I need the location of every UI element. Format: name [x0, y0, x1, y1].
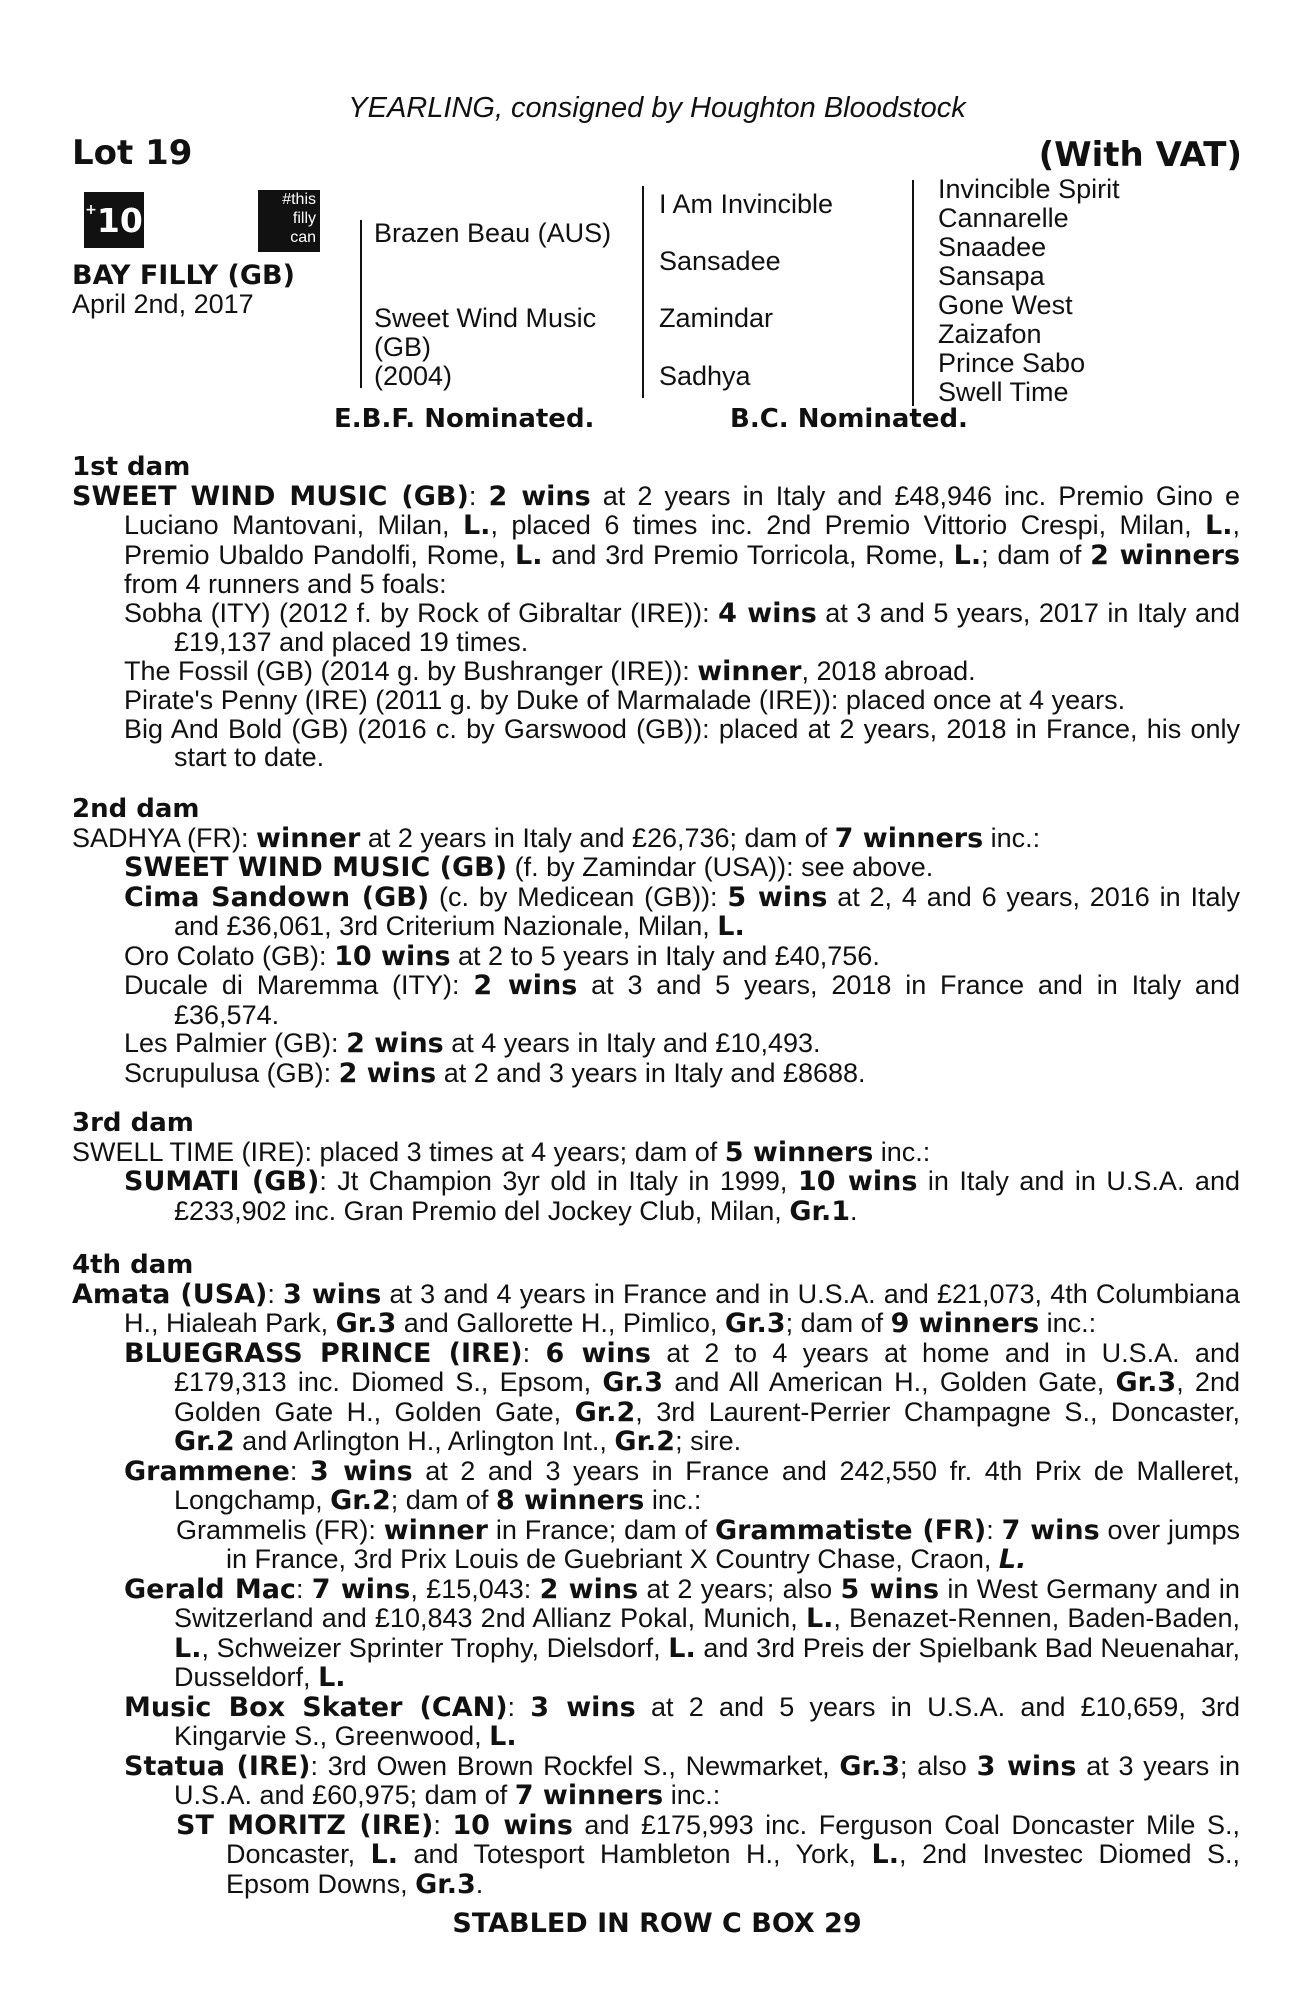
- fourth-dam-section: 4th dam Amata (USA): 3 wins at 3 and 4 years in France and in U.S.A. and £21,073, 4th Columbiana H., Hialeah Park, Gr.3 and Gallorette H., Pimlico, Gr.3; dam of 9 winners inc.: BLUEGRASS PRINCE (IRE): 6 wins at 2 to 4 years at home and in U.S.A. and £179,313 inc. Diomed S., Epsom, Gr.3 and All American H., Golden Gate, Gr.3, 2nd Golden Gate H., Golden Gate, Gr.2, 3rd Laurent-Perrier Champagne S., Doncaster, Gr.2 and Arlington H., Arlington Int., Gr.2; sire. Grammene: 3 wins at 2 and 3 years in France and 242,550 fr. 4th Prix de Malleret, Longchamp, Gr.2; dam of 8 winners inc.: Grammelis (FR): winner in France; dam of Grammatiste (FR): 7 wins over jumps in France, 3rd Prix Louis de Guebriant X Country Chase, Craon, L. Gerald Mac: 7 wins, £15,043: 2 wins at 2 years; also 5 wins in West Germany and in Switzerland and £10,843 2nd Allianz Pokal, Munich, L., Benazet-Rennen, Baden-Baden, L., Schweizer Sprinter Trophy, Dielsdorf, L. and 3rd Preis der Spielbank Bad Neuenahar, Dusseldorf, L. Music Box Skater (CAN): 3 wins at 2 and 5 years in U.S.A. and £10,659, 3rd Kingarvie S., Greenwood, L. Statua (IRE): 3rd Owen Brown Rockfel S., Newmarket, Gr.3; also 3 wins at 3 years in U.S.A. and £60,975; dam of 7 winners inc.: ST MORITZ (IRE): 10 wins and £175,993 inc. Ferguson Coal Doncaster Mile S., Doncaster, L. and Totesport Hambleton H., York, L., 2nd Investec Diomed S., Epsom Downs, Gr.3.: [72, 1250, 1241, 1900]
- third-dam-section: 3rd dam SWELL TIME (IRE): placed 3 times at 4 years; dam of 5 winners inc.: SUMATI (GB): Jt Champion 3yr old in Italy in 1999, 10 wins in Italy and in U.S.A. and £233,902 inc. Gran Premio del Jockey Club, Milan, Gr.1.: [72, 1108, 1240, 1227]
- pedigree-sire: Brazen Beau (AUS): [374, 218, 612, 248]
- section-title: 4th dam: [72, 1250, 194, 1280]
- pedigree-bracket-3: [912, 180, 914, 406]
- first-dam-section: 1st dam SWEET WIND MUSIC (GB): 2 wins at 2 years in Italy and £48,946 inc. Premio Gino e Luciano Mantovani, Milan, L., placed 6 times inc. 2nd Premio Vittorio Crespi, Milan, L., Premio Ubaldo Pandolfi, Rome, L. and 3rd Premio Torricola, Rome, L.; dam of 2 winners from 4 runners and 5 foals: Sobha (ITY) (2012 f. by Rock of Gibraltar (IRE)): 4 wins at 3 and 5 years, 2017 in Italy and £19,137 and placed 19 times. The Fossil (GB) (2014 g. by Bushranger (IRE)): winner, 2018 abroad. Pirate's Penny (IRE) (2011 g. by Duke of Marmalade (IRE)): placed once at 4 years. Big And Bold (GB) (2016 c. by Garswood (GB)): placed at 2 years, 2018 in France, his only start to date.: [72, 452, 1241, 772]
- ebf-nominated: E.B.F. Nominated.: [334, 404, 595, 434]
- pedigree-granddam-2: Sadhya: [659, 361, 751, 391]
- pedigree-dam: Sweet Wind Music (GB) (2004): [374, 303, 597, 391]
- bc-nominated: B.C. Nominated.: [730, 404, 968, 434]
- pedigree-granddam-1: Sansadee: [659, 246, 781, 276]
- pedigree-grandsire: I Am Invincible: [659, 189, 834, 219]
- lot-number: Lot 19: [72, 133, 193, 173]
- catalogue-header: YEARLING, consigned by Houghton Bloodstock: [348, 92, 966, 124]
- second-dam-section: 2nd dam SADHYA (FR): winner at 2 years in Italy and £26,736; dam of 7 winners inc.: SWEET WIND MUSIC (GB) (f. by Zamindar (USA)): see above. Cima Sandown (GB) (c. by Medicean (GB)): 5 wins at 2, 4 and 6 years, 2016 in Italy and £36,061, 3rd Criterium Nazionale, Milan, L. Oro Colato (GB): 10 wins at 2 to 5 years in Italy and £40,756. Ducale di Maremma (ITY): 2 wins at 3 and 5 years, 2018 in France and in Italy and £36,574. Les Palmier (GB): 2 wins at 4 years in Italy and £10,493. Scrupulusa (GB): 2 wins at 2 and 3 years in Italy and £8688.: [72, 794, 1240, 1089]
- section-title: 2nd dam: [72, 794, 200, 824]
- vat-label: (With VAT): [1038, 135, 1242, 175]
- stabling-info: STABLED IN ROW C BOX 29: [452, 1908, 862, 1939]
- hashtag-badge: #this filly can: [258, 190, 320, 252]
- pedigree-bracket-2: [642, 186, 644, 398]
- section-title: 3rd dam: [72, 1108, 194, 1138]
- pedigree-bracket-1: [360, 220, 362, 388]
- date-of-birth: April 2nd, 2017: [72, 289, 254, 319]
- section-title: 1st dam: [72, 452, 191, 482]
- horse-title: BAY FILLY (GB): [72, 260, 295, 291]
- ten-plus-badge-icon: + 10: [84, 192, 144, 248]
- pedigree-damsire: Zamindar: [659, 303, 774, 333]
- pedigree-great-grandparents: Invincible Spirit Cannarelle Snaadee Sansapa Gone West Zaizafon Prince Sabo Swell Time: [938, 174, 1120, 407]
